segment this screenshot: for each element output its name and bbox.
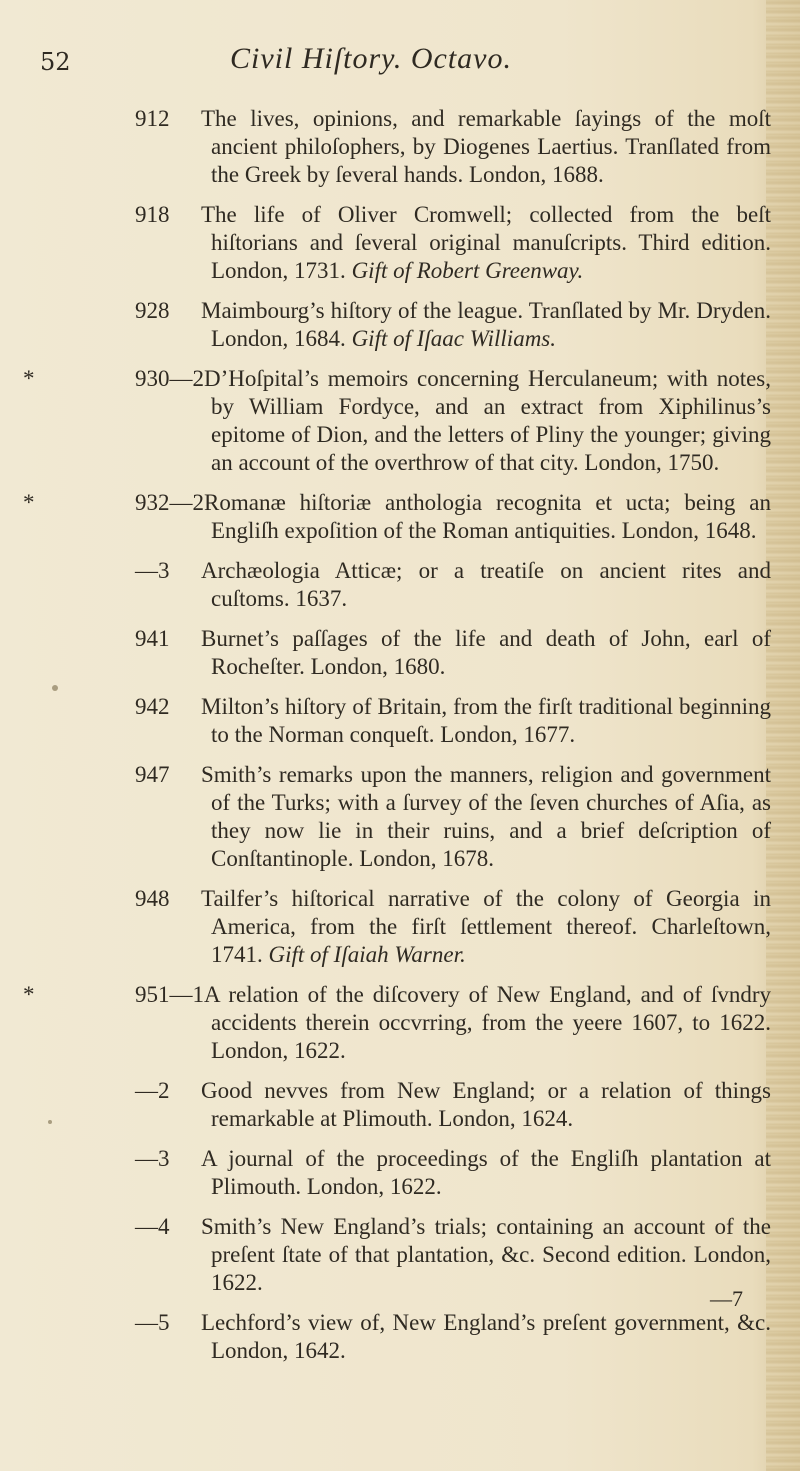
entry-number: —2 — [135, 1078, 170, 1103]
entry-text: The lives, opinions, and remarkable ſayings of the moſt ancient philoſophers, by Diogenes Laertius. Tranſlated from the Greek by ſeveral hands. London, 1688. — [201, 106, 771, 187]
entry-text: Smith’s remarks upon the manners, religion and government of the Turks; with a ſurvey of the ſeven churches of Aſia, as they now lie in their ruins, and a brief deſcription of Conſtantinople. London, 1678. — [201, 762, 771, 871]
catalogue-entry — [135, 557, 771, 613]
catalogue-entries — [0, 105, 800, 1377]
catalogue-entry — [135, 761, 771, 873]
entry-text: Romanæ hiſtoriæ anthologia recognita et ucta; being an Engliſh expoſition of the Roman antiquities. London, 1648. — [204, 490, 771, 543]
entry-number: 947 — [135, 762, 170, 787]
entry-gift-note: Gift of Iſaiah Warner. — [268, 942, 466, 967]
catchword: —7 — [710, 1286, 743, 1311]
entry-number: —3 — [135, 1146, 170, 1171]
ink-speck — [52, 685, 58, 691]
entry-number: 928 — [135, 298, 170, 323]
catalogue-entry — [135, 693, 771, 749]
catalogue-entry — [135, 1309, 771, 1365]
catalogue-entry — [135, 625, 771, 681]
entry-number: 948 — [135, 886, 170, 911]
catalogue-entry — [135, 297, 771, 353]
page-header — [40, 42, 740, 88]
entry-text: Archæologia Atticæ; or a treatiſe on ancient rites and cuſtoms. 1637. — [201, 558, 771, 611]
entry-text: A journal of the proceedings of the Engliſh plantation at Plimouth. London, 1622. — [201, 1146, 771, 1199]
entry-gift-note: Gift of Iſaac Williams. — [351, 326, 557, 351]
entry-number: 942 — [135, 694, 170, 719]
catalogue-entry — [135, 1145, 771, 1201]
entry-text: Lechford’s view of, New England’s preſent government, &c. London, 1642. — [201, 1310, 771, 1363]
entry-number: 930—2 — [135, 366, 204, 391]
entry-number: —4 — [135, 1214, 170, 1239]
entry-number: 951—1 — [135, 982, 204, 1007]
entry-text: D’Hoſpital’s memoirs concerning Herculaneum; with notes, by William Fordyce, and an extract from Xiphilinus’s epitome of Dion, and the letters of Pliny the younger; giving an account of the overthrow of that city. London, 1750. — [204, 366, 771, 475]
entry-text: The life of Oliver Cromwell; collected from the beſt hiſtorians and ſeveral original manuſcripts. Third edition. London, 1731. — [201, 202, 771, 283]
entry-text: Burnet’s paſſages of the life and death of John, earl of Rocheſter. London, 1680. — [201, 626, 771, 679]
entry-text: Tailfer’s hiſtorical narrative of the colony of Georgia in America, from the firſt ſettlement thereof. Charleſtown, 1741. — [201, 886, 771, 967]
catalogue-entry — [135, 1077, 771, 1133]
running-title: Civil Hiſtory. Octavo. — [230, 42, 512, 75]
entry-star-marker: * — [23, 490, 35, 515]
entry-number: 932—2 — [135, 490, 204, 515]
catalogue-entry — [135, 105, 771, 189]
entry-text: Good nevves from New England; or a relation of things remarkable at Plimouth. London, 1624. — [201, 1078, 771, 1131]
entry-number: —3 — [135, 558, 170, 583]
page-number: 52 — [40, 48, 71, 76]
entry-star-marker: * — [23, 366, 35, 391]
entry-text: Maimbourg’s hiſtory of the league. Tranſlated by Mr. Dryden. London, 1684. — [201, 298, 771, 351]
catalogue-entry — [135, 1213, 771, 1297]
catalogue-entry — [135, 885, 771, 969]
entry-number: 912 — [135, 106, 170, 131]
catalogue-entry — [23, 981, 771, 1065]
entry-number: 941 — [135, 626, 170, 651]
entry-text: Milton’s hiſtory of Britain, from the firſt traditional beginning to the Norman conqueſt. London, 1677. — [201, 694, 771, 747]
catalogue-entry — [135, 201, 771, 285]
entry-text: A relation of the diſcovery of New England, and of ſvndry accidents therein occvrring, from the yeere 1607, to 1622. London, 1622. — [204, 982, 771, 1063]
entry-number: 918 — [135, 202, 170, 227]
entry-gift-note: Gift of Robert Greenway. — [351, 258, 584, 283]
catalogue-entry — [23, 365, 771, 477]
catalogue-entry — [23, 489, 771, 545]
entry-text: Smith’s New England’s trials; containing an account of the preſent ſtate of that plantation, &c. Second edition. London, 1622. — [201, 1214, 771, 1295]
entry-star-marker: * — [23, 982, 35, 1007]
entry-number: —5 — [135, 1310, 170, 1335]
ink-speck — [48, 1120, 52, 1124]
